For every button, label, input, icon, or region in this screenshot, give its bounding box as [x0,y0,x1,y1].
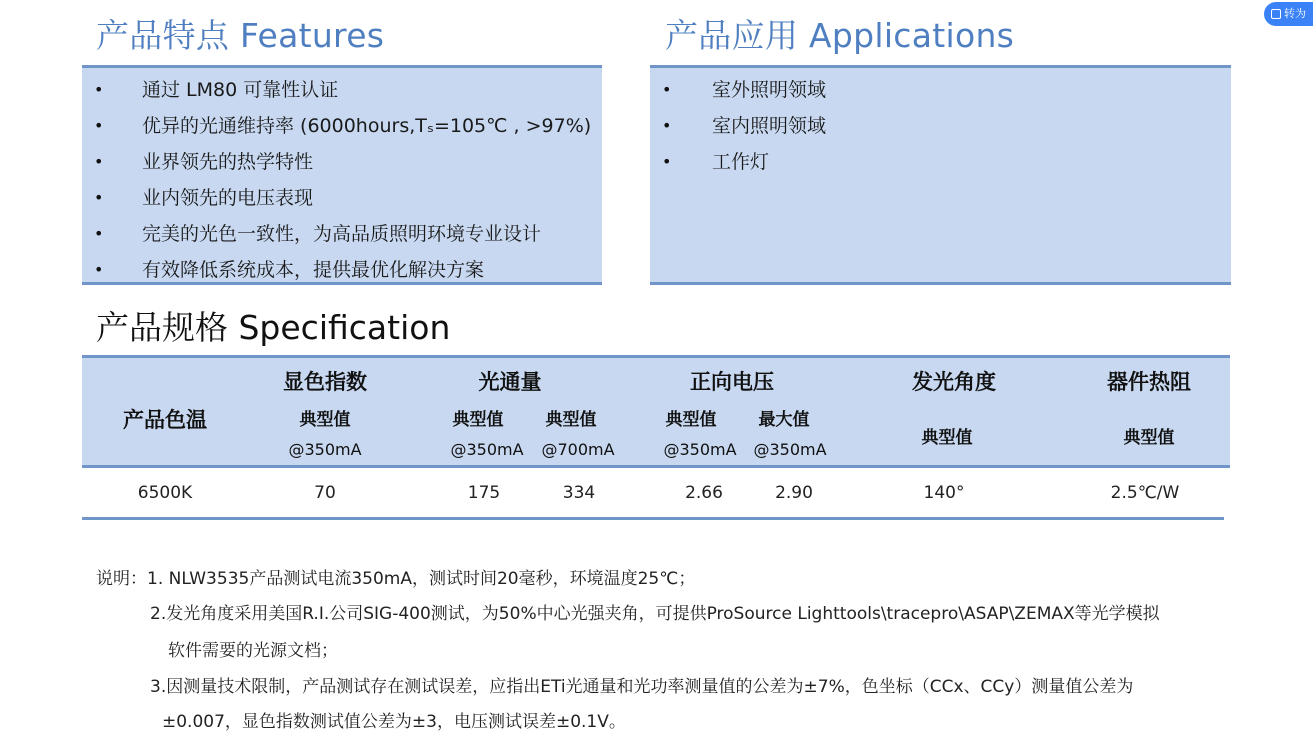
list-item [82,252,602,288]
list-item [82,108,602,144]
specification-title: 产品规格 Specification [96,308,451,347]
list-item [82,216,602,252]
list-item [82,72,602,108]
bullet: • [662,152,672,171]
header-rth-typ: 典型值 [1123,428,1175,448]
feature-text: 业内领先的电压表现 [142,187,314,209]
header-flux: 光通量 [478,370,542,394]
header-vf: 正向电压 [690,370,774,394]
cell-cri: 70 [314,483,336,503]
feature-text: 优异的光通维持率 (6000hours,Tₛ=105℃ , >97%) [142,115,592,137]
header-vf-current-max: @350mA [753,440,827,459]
note-line-1: 说明：1. NLW3535产品测试电流350mA，测试时间20毫秒，环境温度25℃； [96,569,696,589]
feature-text: 通过 LM80 可靠性认证 [142,79,339,101]
header-vf-max: 最大值 [758,410,810,430]
cell-vf-max: 2.90 [775,483,813,503]
feature-text: 有效降低系统成本，提供最优化解决方案 [142,259,485,281]
header-angle-typ: 典型值 [921,428,973,448]
list-item [650,108,1231,144]
bullet: • [94,116,104,135]
table-row [82,468,1224,520]
bullet: • [94,260,104,279]
cell-vf-typ: 2.66 [685,483,723,503]
bullet: • [662,116,672,135]
feature-text: 业界领先的热学特性 [142,151,314,173]
header-cct: 产品色温 [123,408,207,432]
header-cri: 显色指数 [283,370,367,394]
cell-flux-350: 175 [467,483,501,503]
note-line-4: 3.因测量技术限制，产品测试存在测试误差，应指出ETi光通量和光功率测量值的公差为±7%，色坐标（CCx、CCy）测量值公差为 [150,677,1134,697]
bullet: • [662,80,672,99]
cell-angle: 140° [923,483,965,503]
feature-text: 完美的光色一致性，为高品质照明环境专业设计 [142,223,542,245]
application-text: 室内照明领域 [712,115,827,137]
features-title: 产品特点 Features [96,16,385,55]
header-flux-typ-350: 典型值 [452,410,504,430]
bullet: • [94,80,104,99]
translate-label: 转为 [1284,7,1306,20]
bullet: • [94,152,104,171]
list-item [82,180,602,216]
features-panel [82,65,602,285]
note-line-5: ±0.007，显色指数测试值公差为±3，电压测试误差±0.1V。 [162,712,626,732]
applications-title: 产品应用 Applications [665,16,1015,55]
list-item [82,144,602,180]
header-cri-typ: 典型值 [299,410,351,430]
header-rth: 器件热阻 [1107,370,1191,394]
cell-flux-700: 334 [562,483,596,503]
list-item [650,144,1231,180]
header-angle: 发光角度 [912,370,996,394]
application-text: 工作灯 [712,151,770,173]
cell-rth: 2.5℃/W [1110,483,1180,503]
spec-table-header [82,355,1230,468]
application-text: 室外照明领域 [712,79,827,101]
features-list [82,68,602,288]
header-flux-current-700: @700mA [541,440,615,459]
applications-panel [650,65,1231,285]
bullet: • [94,224,104,243]
applications-list [650,68,1231,180]
translate-button[interactable] [1264,2,1313,26]
bullet: • [94,188,104,207]
header-vf-current-typ: @350mA [663,440,737,459]
header-flux-current-350: @350mA [450,440,524,459]
note-line-3: 软件需要的光源文档； [168,641,338,661]
note-line-2: 2.发光角度采用美国R.I.公司SIG-400测试，为50%中心光强夹角，可提供ProSource Lighttools\tracepro\ASAP\ZEMAX等光学模拟 [150,604,1160,624]
cell-cct: 6500K [137,483,193,503]
list-item [650,72,1231,108]
translate-icon [1271,9,1281,19]
header-cri-current: @350mA [288,440,362,459]
header-vf-typ: 典型值 [665,410,717,430]
header-flux-typ-700: 典型值 [545,410,597,430]
